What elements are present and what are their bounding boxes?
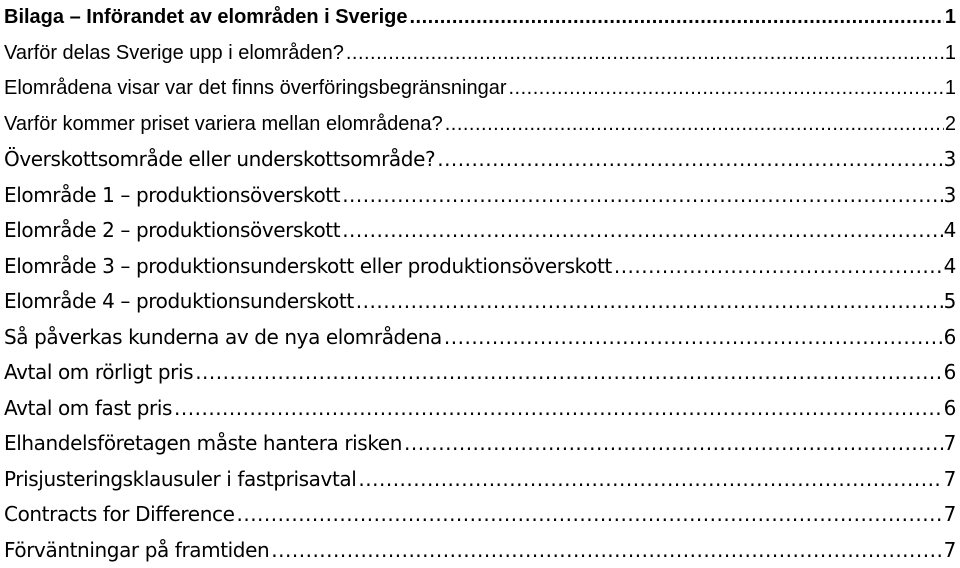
toc-entry-title: Prisjusteringsklausuler i fastprisavtal	[4, 462, 358, 498]
toc-entry-title: Avtal om rörligt pris	[4, 355, 195, 391]
toc-entry-title: Elområde 4 – produktionsunderskott	[4, 284, 356, 320]
toc-entry-title: Varför kommer priset variera mellan elområdena?	[4, 107, 445, 143]
toc-entry-title: Elområde 3 – produktionsunderskott eller produktionsöverskott	[4, 249, 614, 285]
toc-page-number: 4	[943, 249, 956, 285]
toc-page-number: 3	[943, 142, 956, 178]
toc-leader-dots	[404, 426, 943, 462]
toc-page-number: 6	[943, 355, 956, 391]
toc-entry[interactable]	[4, 71, 956, 107]
toc-entry-title: Så påverkas kunderna av de nya elområdena	[4, 320, 444, 356]
toc-page-number: 1	[944, 71, 956, 107]
toc-entry-title: Contracts for Difference	[4, 497, 236, 533]
toc-entry[interactable]	[4, 533, 956, 568]
toc-leader-dots	[346, 36, 944, 72]
toc-entry-title: Elhandelsföretagen måste hantera risken	[4, 426, 404, 462]
toc-entry[interactable]	[4, 36, 956, 72]
toc-page-number: 7	[943, 426, 956, 462]
toc-page-number: 7	[943, 497, 956, 533]
toc-leader-dots	[445, 107, 944, 143]
toc-entry[interactable]	[4, 0, 956, 36]
toc-leader-dots	[437, 142, 942, 178]
toc-leader-dots	[358, 462, 942, 498]
toc-page-number: 7	[943, 462, 956, 498]
toc-entry[interactable]	[4, 213, 956, 249]
toc-page-number: 3	[943, 178, 956, 214]
toc-page-number: 2	[944, 107, 956, 143]
toc-leader-dots	[195, 355, 942, 391]
toc-entry-title: Varför delas Sverige upp i elområden?	[4, 36, 346, 72]
toc-entry[interactable]	[4, 142, 956, 178]
toc-entry[interactable]	[4, 355, 956, 391]
toc-leader-dots	[614, 249, 943, 285]
table-of-contents	[4, 0, 956, 568]
toc-entry[interactable]	[4, 284, 956, 320]
toc-page-number: 4	[943, 213, 956, 249]
toc-entry-title: Förväntningar på framtiden	[4, 533, 271, 568]
toc-page-number: 1	[944, 0, 956, 36]
toc-entry[interactable]	[4, 391, 956, 427]
toc-page-number: 6	[943, 320, 956, 356]
toc-page-number: 1	[944, 36, 956, 72]
toc-entry[interactable]	[4, 178, 956, 214]
toc-leader-dots	[356, 284, 943, 320]
toc-leader-dots	[342, 213, 942, 249]
toc-entry-title: Bilaga – Införandet av elområden i Sverige	[4, 0, 409, 36]
toc-leader-dots	[444, 320, 943, 356]
toc-leader-dots	[174, 391, 943, 427]
toc-entry-title: Elområde 1 – produktionsöverskott	[4, 178, 342, 214]
toc-entry[interactable]	[4, 497, 956, 533]
toc-entry-title: Överskottsområde eller underskottsområde?	[4, 142, 437, 178]
toc-page-number: 7	[943, 533, 956, 568]
toc-leader-dots	[271, 533, 942, 568]
toc-leader-dots	[409, 0, 943, 36]
toc-entry-title: Elområde 2 – produktionsöverskott	[4, 213, 342, 249]
toc-entry[interactable]	[4, 249, 956, 285]
toc-entry[interactable]	[4, 462, 956, 498]
toc-entry[interactable]	[4, 426, 956, 462]
toc-entry-title: Avtal om fast pris	[4, 391, 174, 427]
toc-leader-dots	[509, 71, 944, 107]
toc-leader-dots	[236, 497, 942, 533]
toc-page-number: 6	[943, 391, 956, 427]
toc-page-number: 5	[943, 284, 956, 320]
toc-leader-dots	[342, 178, 942, 214]
toc-entry[interactable]	[4, 107, 956, 143]
toc-entry-title: Elområdena visar var det finns överföringsbegränsningar	[4, 71, 509, 107]
toc-entry[interactable]	[4, 320, 956, 356]
